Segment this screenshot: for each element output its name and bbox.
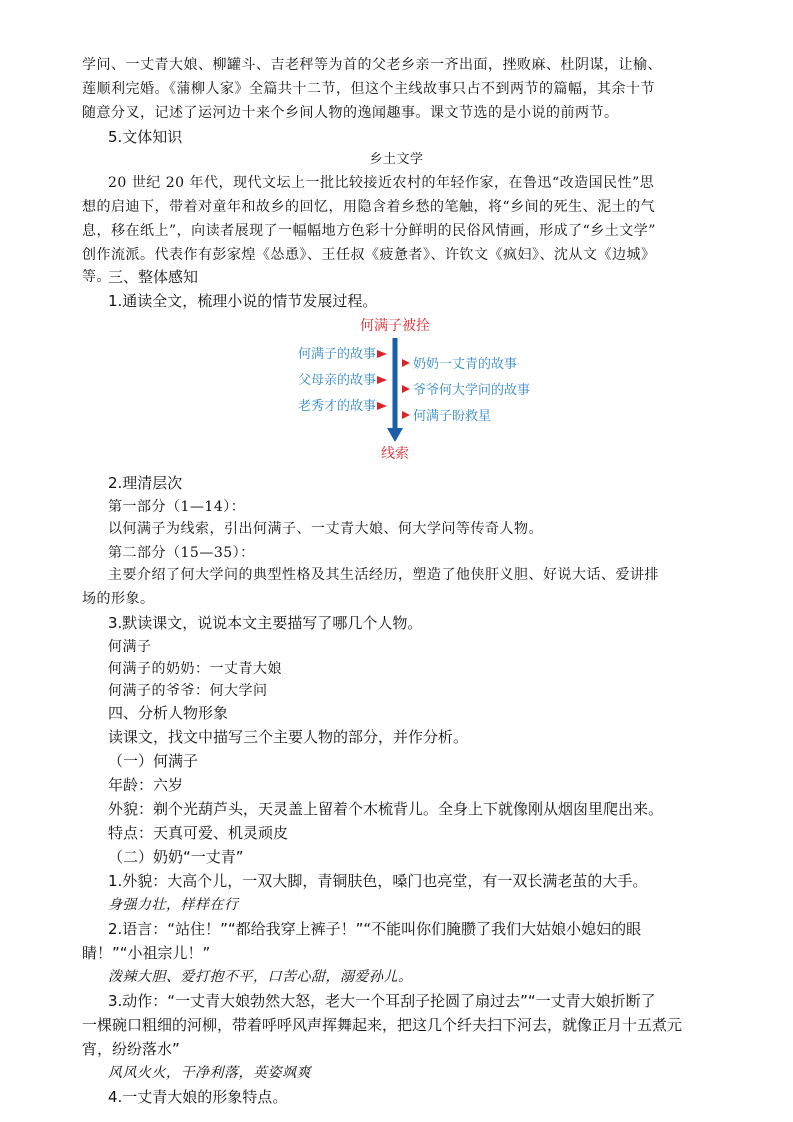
layers-heading: 2.理清层次 <box>108 474 183 492</box>
grandma-speech-line1: 2.语言：“站住！”“都给我穿上裤子！”“不能叫你们腌臜了我们大姑娘小媳妇的眼 <box>108 920 642 938</box>
question-3: 3.默读课文，说说本文主要描写了哪几个人物。 <box>108 614 423 632</box>
grandma-image-question: 4.一丈青大娘的形象特点。 <box>108 1088 288 1106</box>
diagram-bottom-label: 线索 <box>381 446 409 462</box>
diagram-right-arrow-1 <box>402 359 410 367</box>
grandma-action-note: 风风火火，干净利落，英姿飒爽 <box>108 1065 311 1081</box>
diagram-left-item-1: 何满子的故事 <box>297 347 376 362</box>
grandma-speech-line2: 睛！”“小祖宗儿！” <box>82 944 211 962</box>
grandma-action-line3: 宵，纷纷落水” <box>82 1040 180 1058</box>
layers-part2-line1: 主要介绍了何大学问的典型性格及其生活经历，塑造了他侠肝义胆、好说大话、爱讲排 <box>108 567 659 583</box>
grandma-appearance: 1.外貌：大高个儿，一双大脚，青铜肤色，嗓门也亮堂，有一双长满老茧的大手。 <box>108 872 648 890</box>
layers-part1-text: 以何满子为线索，引出何满子、一丈青大娘、何大学问等传奇人物。 <box>108 521 543 537</box>
diagram-right-arrow-2 <box>402 385 410 393</box>
para1-line1: 学问、一丈青大娘、柳罐斗、吉老秤等为首的父老乡亲一齐出面，挫败麻、杜阴谋，让榆、 <box>82 57 662 73</box>
section-4-intro: 读课文，找文中描写三个主要人物的部分，并作分析。 <box>108 728 469 746</box>
layers-part1-title: 第一部分（1—14）： <box>108 499 246 515</box>
layers-part2-title: 第二部分（15—35）： <box>108 545 255 561</box>
section-4-heading: 四、分析人物形象 <box>108 704 229 722</box>
question-1: 1.通读全文，梳理小说的情节发展过程。 <box>108 292 378 310</box>
diagram-right-item-1: 奶奶一丈青的故事 <box>413 357 518 372</box>
he-manzi-age: 年龄：六岁 <box>108 776 184 794</box>
diagram-left-arrow-1 <box>377 350 387 358</box>
grandma-action-line2: 一棵碗口粗细的河柳，带着呼呼风声挥舞起来，把这几个纤夫扫下河去，就像正月十五煮元 <box>82 1016 683 1034</box>
para2-line4: 创作流派。代表作有彭家煌《怂恿》、王任叔《疲惫者》、许钦文《疯妇》、沈从文《边城》 <box>82 247 656 263</box>
diagram-timeline-arrow-head <box>387 428 403 442</box>
plot-flow-diagram <box>280 312 570 462</box>
para2-line3: 息，移在纸上”，向读者展现了一幅幅地方色彩十分鲜明的民俗风情画，形成了“乡土文学” <box>82 223 656 239</box>
q3-answer-3: 何满子的爷爷：何大学问 <box>108 683 268 699</box>
subsection-2-heading: （二）奶奶“一丈青” <box>108 848 244 866</box>
section-5-heading: 5.文体知识 <box>108 128 183 146</box>
diagram-left-item-3: 老秀才的故事 <box>297 399 376 414</box>
diagram-right-arrow-3 <box>402 411 410 419</box>
para2-line2: 想的启迪下，带着对童年和故乡的回忆，用隐含着乡愁的笔触，将“乡间的死生、泥土的气 <box>82 199 656 215</box>
section-3-heading: 三、整体感知 <box>108 268 199 286</box>
grandma-action-line1: 3.动作：“一丈青大娘勃然大怒，老大一个耳刮子抡圆了扇过去”“一丈青大娘折断了 <box>108 992 656 1010</box>
section-5-subtitle: 乡土文学 <box>369 152 424 167</box>
para1-line3: 随意分叉，记述了运河边十来个乡间人物的逸闻趣事。课文节选的是小说的前两节。 <box>82 105 619 121</box>
para2-line5: 等。 <box>82 269 111 285</box>
grandma-appearance-note: 身强力壮，样样在行 <box>108 897 239 913</box>
diagram-right-item-3: 何满子盼救星 <box>413 409 492 424</box>
he-manzi-appearance: 外貌：剃个光葫芦头，天灵盖上留着个木梳背儿。全身上下就像刚从烟囱里爬出来。 <box>108 800 664 818</box>
diagram-left-arrow-2 <box>377 376 387 384</box>
he-manzi-traits: 特点：天真可爱、机灵顽皮 <box>108 824 289 842</box>
subsection-1-heading: （一）何满子 <box>108 752 199 770</box>
q3-answer-2: 何满子的奶奶：一丈青大娘 <box>108 661 282 677</box>
q3-answer-1: 何满子 <box>108 639 152 655</box>
diagram-left-arrow-3 <box>377 402 387 410</box>
layers-part2-line2: 场的形象。 <box>82 591 155 607</box>
diagram-left-item-2: 父母亲的故事 <box>297 373 376 388</box>
diagram-right-item-2: 爷爷何大学问的故事 <box>413 383 531 398</box>
diagram-top-label: 何满子被拴 <box>360 318 430 334</box>
grandma-speech-note: 泼辣大胆、爱打抱不平，口苦心甜，溺爱孙儿。 <box>108 969 413 985</box>
para1-line2: 莲顺利完婚。《蒲柳人家》全篇共十二节，但这个主线故事只占不到两节的篇幅，其余十节 <box>82 81 655 97</box>
para2-line1: 20 世纪 20 年代，现代文坛上一批比较接近农村的年轻作家，在鲁迅“改造国民性”思 <box>108 175 655 191</box>
